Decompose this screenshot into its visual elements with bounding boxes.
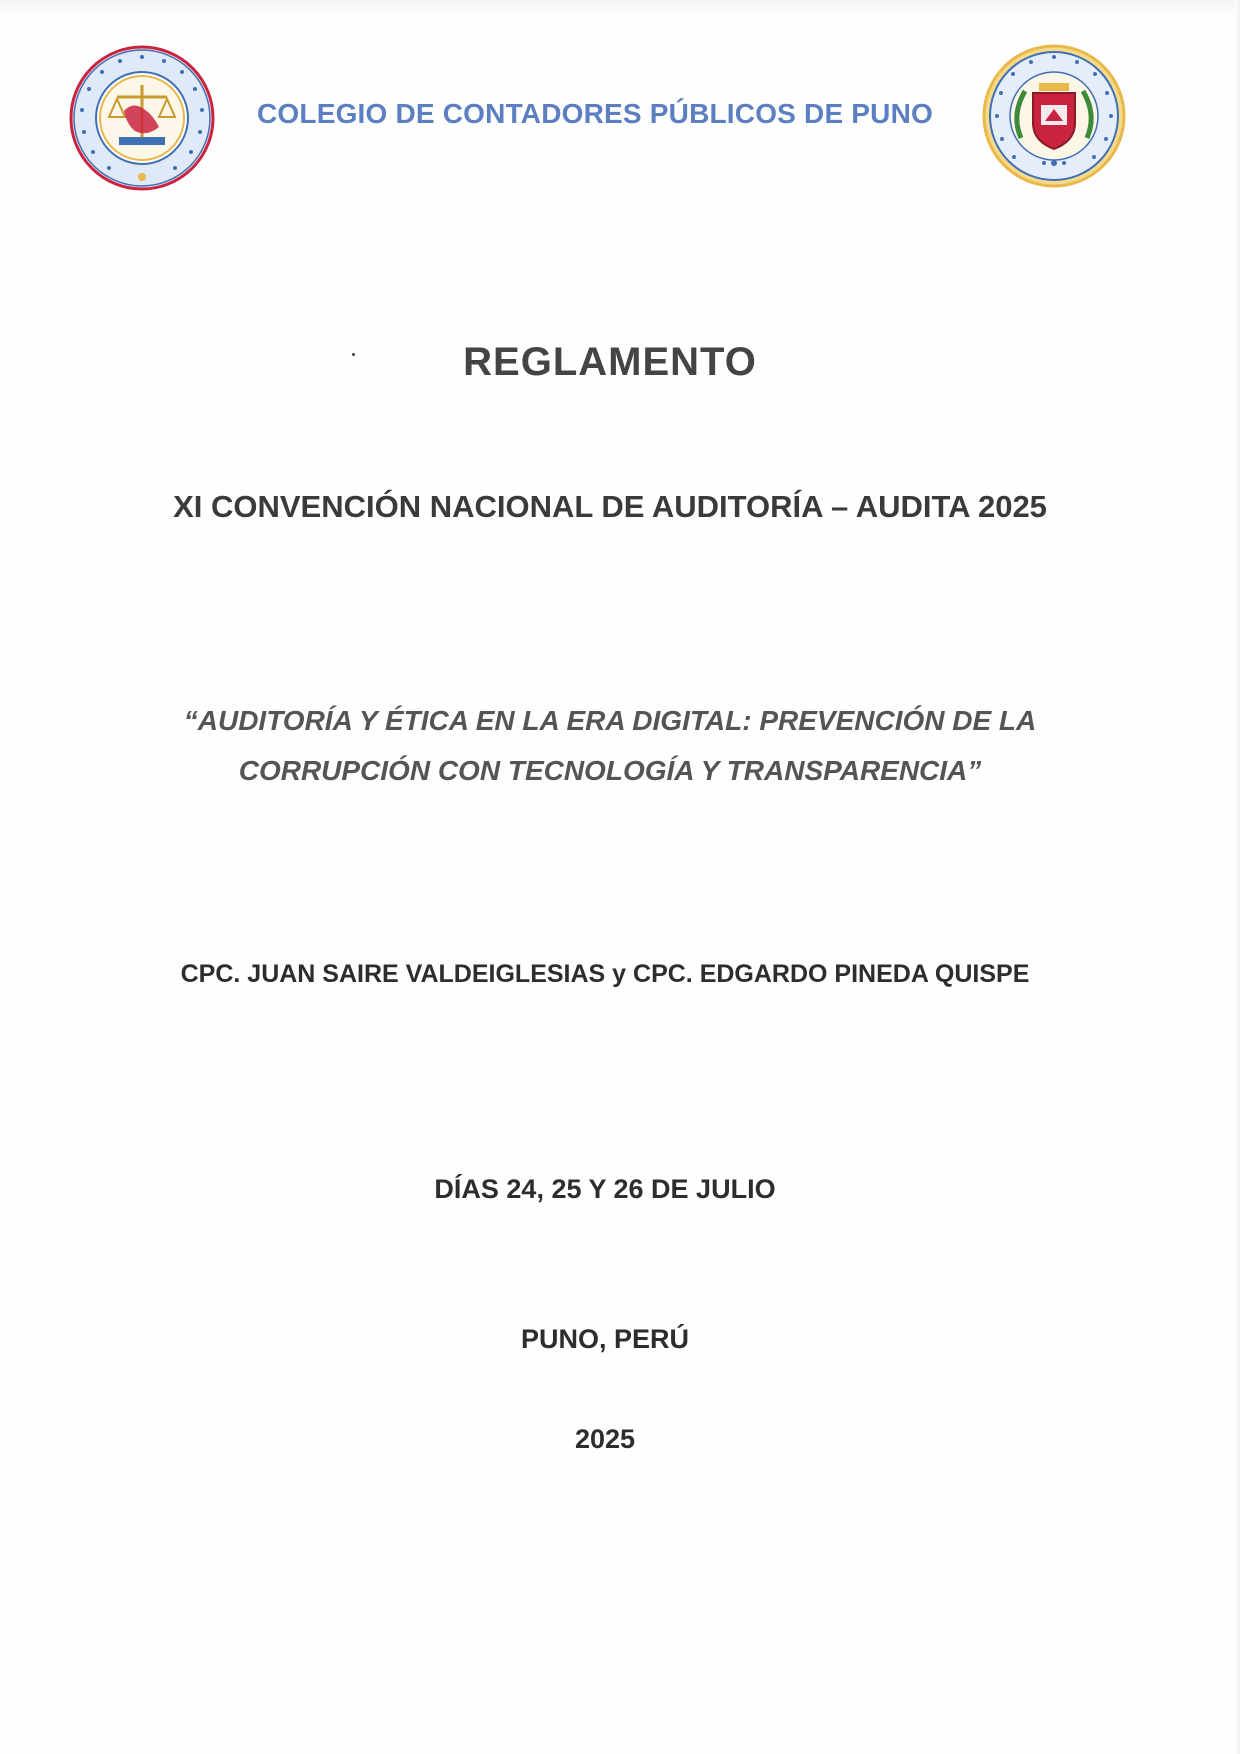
- event-title: XI CONVENCIÓN NACIONAL DE AUDITORÍA – AUDITA 2025: [173, 489, 1047, 524]
- seal-junta-decanos-icon: [69, 45, 215, 191]
- document-year: 2025: [574, 1424, 636, 1454]
- event-theme-line-1: “AUDITORÍA Y ÉTICA EN LA ERA DIGITAL: PREVENCIÓN DE LA: [183, 705, 1037, 736]
- event-theme: [120, 696, 1100, 796]
- event-dates: DÍAS 24, 25 Y 26 DE JULIO: [434, 1174, 776, 1204]
- event-theme-line-2: CORRUPCIÓN CON TECNOLOGÍA Y TRANSPARENCIA”: [238, 755, 982, 786]
- event-place: PUNO, PERÚ: [520, 1324, 690, 1354]
- authors-line: CPC. JUAN SAIRE VALDEIGLESIAS y CPC. EDGARDO PINEDA QUISPE: [180, 960, 1030, 988]
- document-title: REGLAMENTO: [463, 340, 757, 384]
- scan-edge-right: [1234, 0, 1240, 1754]
- scan-speck: [352, 353, 355, 356]
- institution-name: COLEGIO DE CONTADORES PÚBLICOS DE PUNO: [256, 98, 934, 129]
- seal-colegio-puno-icon: [981, 43, 1127, 189]
- scan-edge-top: [0, 0, 1240, 20]
